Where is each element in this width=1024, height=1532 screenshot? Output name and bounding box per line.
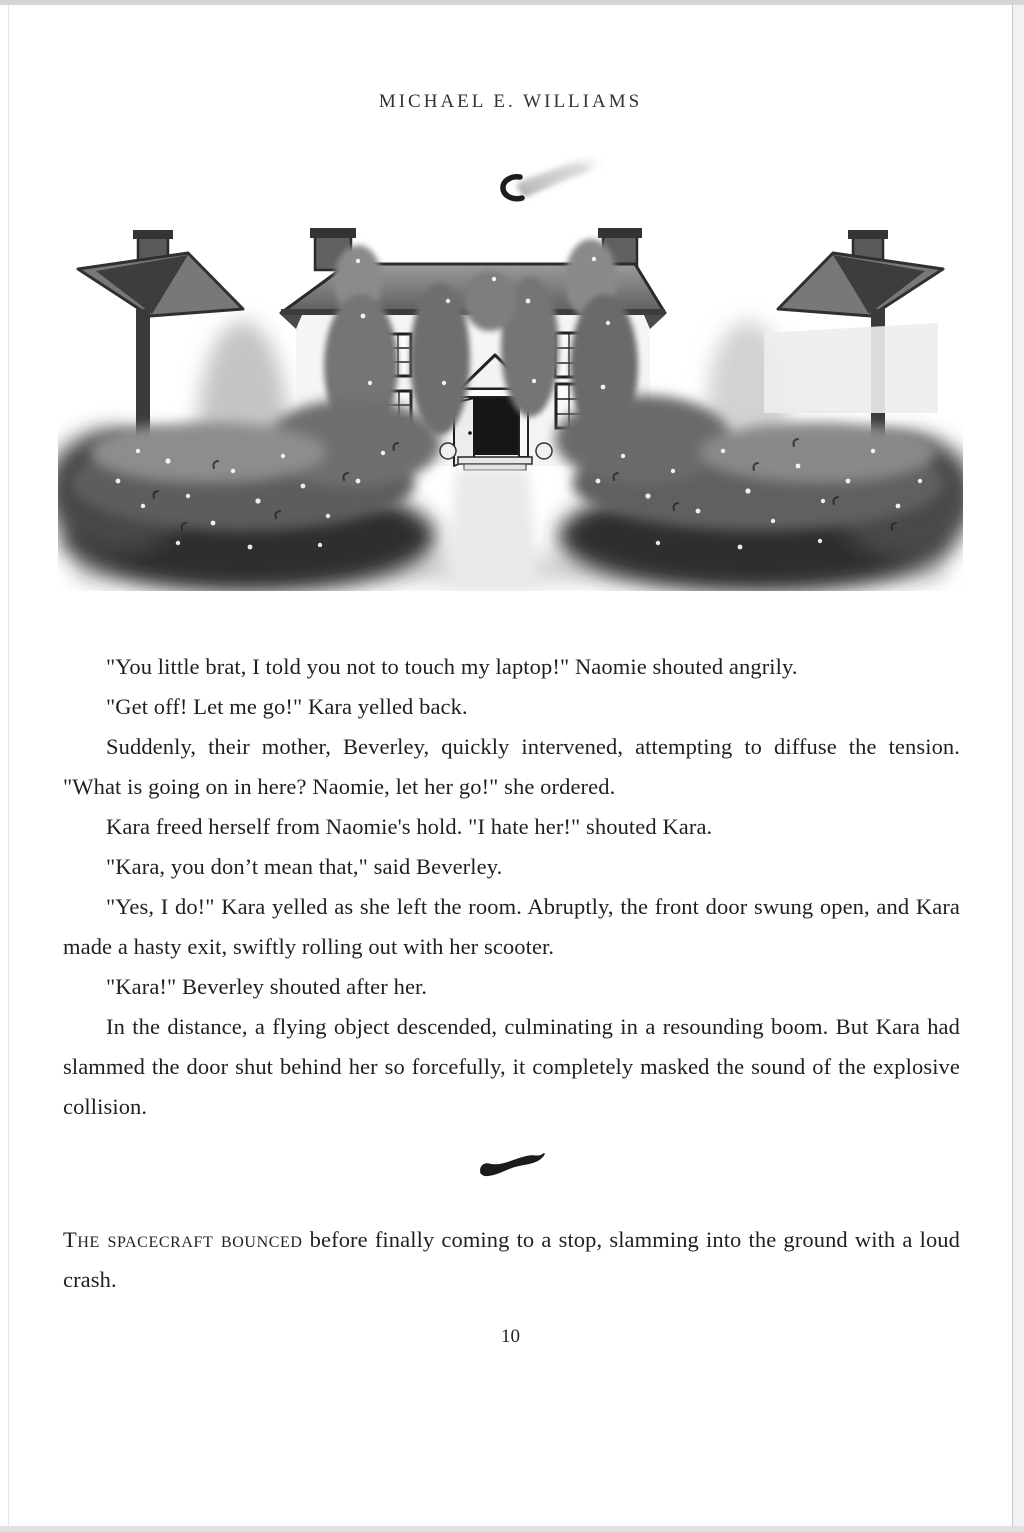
body-paragraph: Suddenly, their mother, Beverley, quickly intervened, attempting to diffuse the tension. "What is going on in here? Naomie, let her go!" she ordered.: [63, 734, 960, 799]
body-paragraph: Kara freed herself from Naomie's hold. "I hate her!" shouted Kara.: [106, 814, 713, 839]
body-paragraph: In the distance, a flying object descended, culminating in a resounding boom. But Kara had slammed the door shut behind her so forcefully, it completely masked the sound of the explosive collision.: [63, 1014, 960, 1119]
body-paragraph: "You little brat, I told you not to touch my laptop!" Naomie shouted angrily.: [106, 654, 798, 679]
body-text: [63, 647, 960, 1127]
book-page: [9, 5, 1012, 1526]
house-illustration: [58, 151, 963, 591]
swash-divider-icon: [473, 1151, 549, 1181]
section-rest: before finally coming to a stop, slamming into the ground with a loud crash.: [63, 1227, 960, 1292]
section-divider: [473, 1151, 549, 1186]
section-opening-paragraph: [63, 1220, 960, 1300]
body-paragraph: "Yes, I do!" Kara yelled as she left the room. Abruptly, the front door swung open, and Kara made a hasty exit, swiftly rolling out with her scooter.: [63, 894, 960, 959]
page-left-edge: [8, 5, 9, 1526]
body-paragraph: "Kara!" Beverley shouted after her.: [106, 974, 428, 999]
body-paragraph: "Kara, you don’t mean that," said Beverley.: [106, 854, 503, 879]
scrollbar-track[interactable]: [1012, 5, 1024, 1526]
body-paragraph: "Get off! Let me go!" Kara yelled back.: [106, 694, 468, 719]
window-bottom-edge: [0, 1526, 1024, 1532]
chapter-illustration: [58, 151, 963, 591]
running-header-author: MICHAEL E. WILLIAMS: [378, 91, 643, 112]
comet-icon: [503, 155, 604, 199]
page-number: 10: [501, 1326, 520, 1347]
section-lead-smallcaps: The spacecraft bounced: [63, 1227, 303, 1252]
